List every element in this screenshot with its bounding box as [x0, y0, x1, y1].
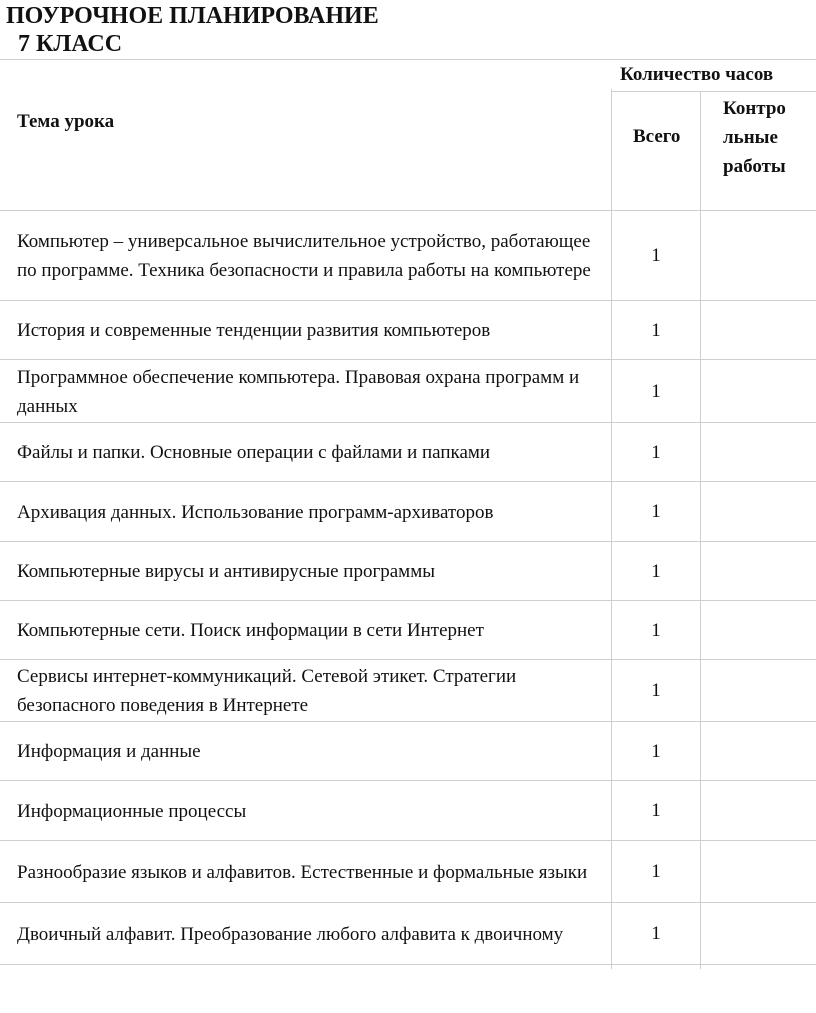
row-total-hours: 1	[651, 619, 661, 641]
page-subtitle: 7 КЛАСС	[18, 31, 123, 57]
header-tests-line: льные	[723, 127, 778, 148]
row-topic: Файлы и папки. Основные операции с файлами и папками	[17, 442, 491, 463]
row-topic: Информационные процессы	[17, 800, 247, 822]
row-tests	[701, 211, 816, 301]
row-total-hours: 1	[651, 861, 661, 882]
row-tests	[701, 423, 816, 482]
row-tests	[701, 781, 816, 841]
row-topic: Компьютер – универсальное вычислительное устройство, работающее по программе. Техника безопасности и правила работы на компьютере	[17, 231, 591, 281]
row-topic: Программное обеспечение компьютера. Правовая охрана программ и данных	[17, 366, 580, 417]
header-tests-line: Контро	[723, 98, 786, 119]
row-topic: Сервисы интернет-коммуникаций. Сетевой этикет. Стратегии безопасного поведения в Интернете	[17, 666, 517, 716]
row-tests	[701, 903, 816, 965]
row-tests	[701, 301, 816, 360]
header-hours: Количество часов	[620, 64, 774, 85]
row-total-hours: 1	[651, 501, 661, 522]
row-topic: Компьютерные сети. Поиск информации в сети Интернет	[17, 620, 484, 641]
row-total-hours: 1	[651, 800, 661, 821]
row-topic: Двоичный алфавит. Преобразование любого алфавита к двоичному	[17, 923, 564, 945]
row-topic: История и современные тенденции развития компьютеров	[17, 320, 491, 341]
row-topic: Разнообразие языков и алфавитов. Естественные и формальные языки	[17, 861, 588, 883]
row-tests	[701, 601, 816, 660]
header-topic: Тема урока	[17, 111, 115, 132]
row-total-hours: 1	[651, 680, 661, 701]
row-total-hours: 1	[651, 560, 661, 582]
row-topic: Компьютерные вирусы и антивирусные программы	[17, 561, 435, 582]
hours-subheader-border	[611, 91, 816, 92]
row-topic: Архивация данных. Использование программ-архиваторов	[17, 501, 494, 523]
row-tests	[701, 360, 816, 423]
row-tests	[701, 722, 816, 781]
header-total: Всего	[633, 126, 681, 147]
row-tests	[701, 542, 816, 601]
row-tests	[701, 482, 816, 542]
row-total-hours: 1	[651, 740, 661, 762]
header-tests	[723, 94, 786, 181]
row-total-hours: 1	[651, 319, 661, 341]
lesson-plan-table	[0, 59, 816, 969]
header-tests-line: работы	[723, 156, 786, 177]
row-total-hours: 1	[651, 441, 661, 463]
row-tests	[701, 841, 816, 903]
row-total-hours: 1	[651, 380, 661, 402]
page-title: ПОУРОЧНОЕ ПЛАНИРОВАНИЕ	[6, 3, 379, 29]
row-divider	[0, 964, 816, 965]
row-total-hours: 1	[651, 923, 661, 944]
row-total-hours: 1	[651, 245, 661, 266]
row-topic: Информация и данные	[17, 741, 201, 762]
row-tests	[701, 660, 816, 722]
